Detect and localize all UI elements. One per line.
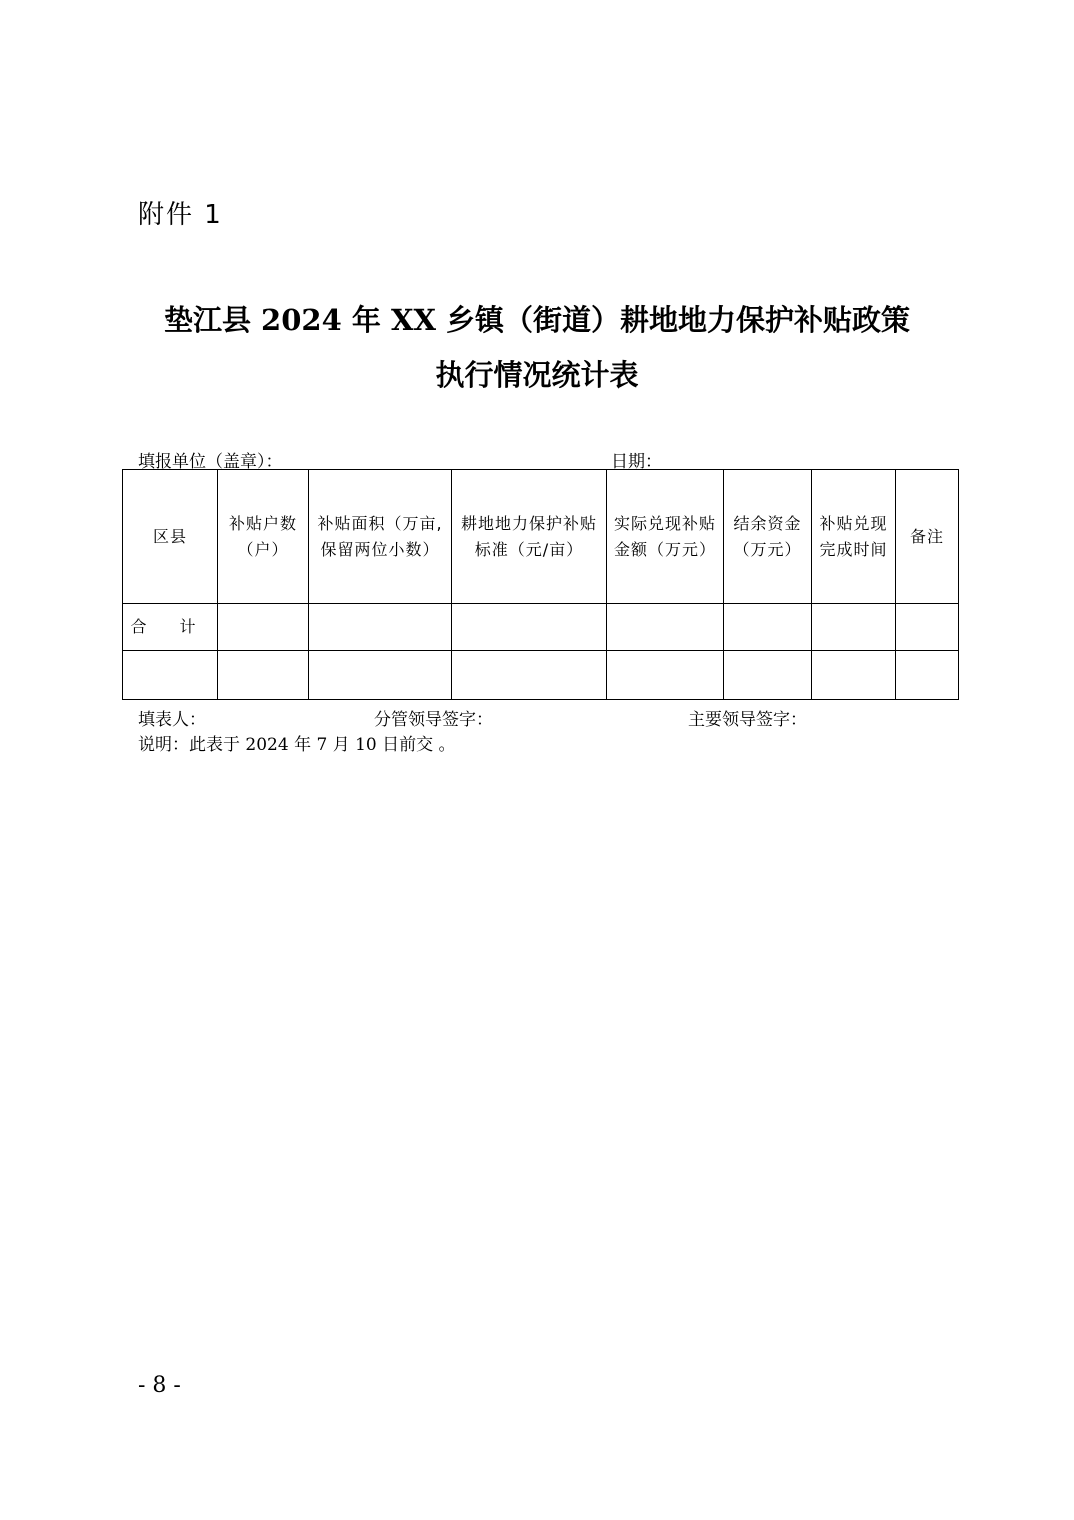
filler-label: 填表人： (138, 710, 206, 730)
page-number: - 8 - (138, 1373, 181, 1398)
header-actual-amount: 实际兑现补贴金额（万元） (607, 470, 724, 604)
table-cell[interactable] (452, 651, 607, 700)
table-header-row (123, 470, 959, 604)
header-district: 区县 (123, 470, 218, 604)
table-cell[interactable] (724, 604, 812, 651)
attachment-label: 附件 1 (138, 200, 223, 230)
total-row-label: 合 计 (123, 604, 218, 651)
document-title-line-1: 垫江县 2024 年 XX 乡镇（街道）耕地地力保护补贴政策 (163, 303, 911, 337)
header-subsidy-standard: 耕地地力保护补贴标准（元/亩） (452, 470, 607, 604)
table-cell[interactable] (218, 604, 309, 651)
header-balance: 结余资金（万元） (724, 470, 812, 604)
total-row (123, 604, 959, 651)
header-households: 补贴户数（户） (218, 470, 309, 604)
table-cell[interactable] (896, 651, 959, 700)
table-cell[interactable] (607, 604, 724, 651)
statistics-table (122, 469, 959, 700)
table-cell[interactable] (607, 651, 724, 700)
date-label: 日期： (611, 452, 662, 472)
table-cell[interactable] (218, 651, 309, 700)
table-cell[interactable] (724, 651, 812, 700)
table-row (123, 651, 959, 700)
table-cell[interactable] (812, 604, 896, 651)
header-completion-time: 补贴兑现完成时间 (812, 470, 896, 604)
table-cell[interactable] (123, 651, 218, 700)
header-area: 补贴面积（万亩,保留两位小数） (309, 470, 452, 604)
document-title-line-2: 执行情况统计表 (435, 358, 639, 392)
table-cell[interactable] (309, 651, 452, 700)
table-cell[interactable] (309, 604, 452, 651)
table-cell[interactable] (896, 604, 959, 651)
table-cell[interactable] (812, 651, 896, 700)
supervisor-signature-label: 分管领导签字： (374, 710, 493, 730)
reporting-unit-label: 填报单位（盖章）： (138, 452, 283, 472)
leader-signature-label: 主要领导签字： (688, 710, 807, 730)
note-text: 说明：此表于 2024 年 7 月 10 日前交 。 (138, 735, 456, 755)
table-cell[interactable] (452, 604, 607, 651)
header-remarks: 备注 (896, 470, 959, 604)
